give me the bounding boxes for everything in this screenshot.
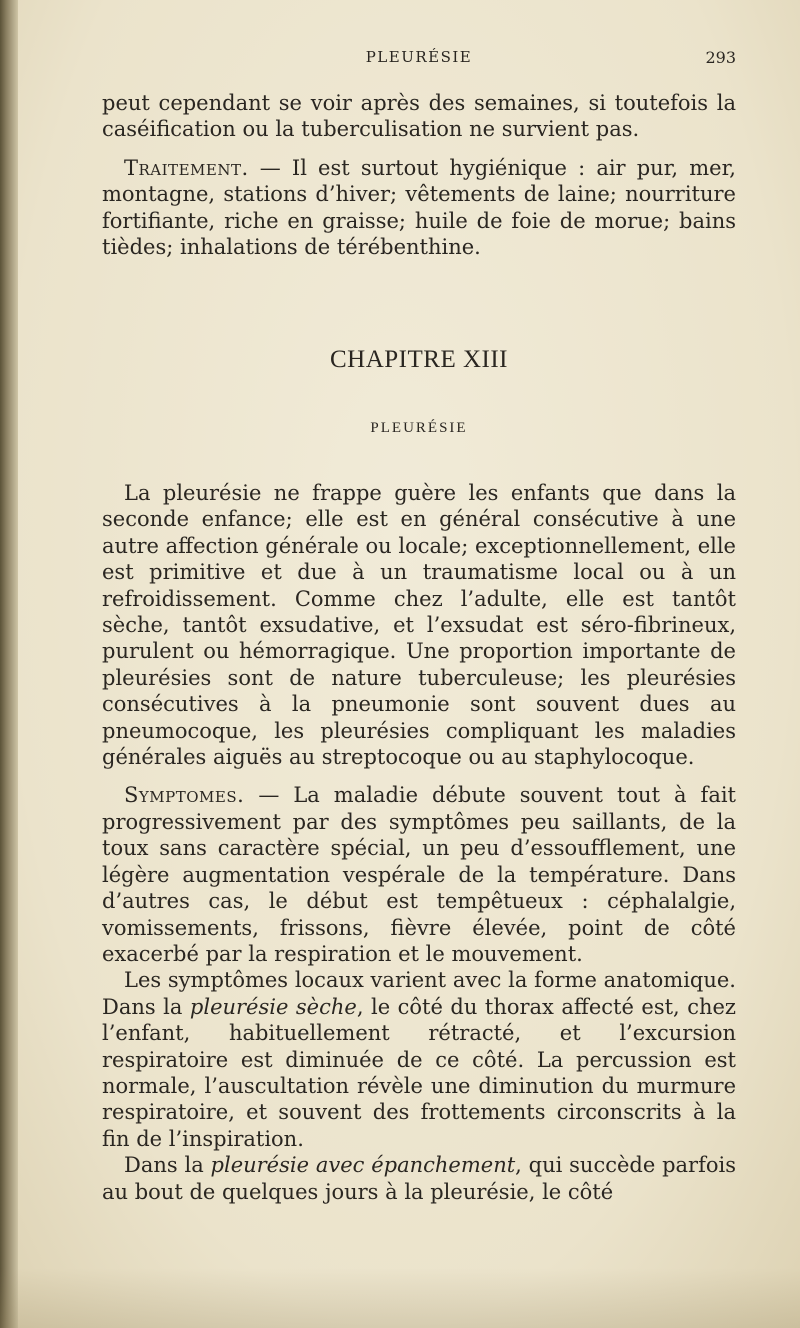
page-bottom-shade xyxy=(0,1268,800,1328)
paragraph-symptomes-locaux xyxy=(102,967,736,1152)
paragraph-epanchement xyxy=(102,1152,736,1205)
traitement-text: — Il est surtout hygiénique : air pur, mer, montagne, stations d’hiver; vêtements de laine; nourriture fortifiante, riche en graisse; huile de foie de morue; bains tièdes; inhalations de térébenthine. xyxy=(102,155,736,260)
page-header xyxy=(102,48,736,72)
chapter-title: CHAPITRE XIII xyxy=(329,346,508,373)
chapter-subtitle: PLEURÉSIE xyxy=(370,420,468,436)
epanch-text-a: Dans la xyxy=(124,1153,211,1178)
locaux-italic: pleurésie sèche xyxy=(189,994,357,1019)
paragraph-traitement xyxy=(102,155,736,261)
paragraph-continuation: peut cependant se voir après des semaines, si toutefois la caséification ou la tuberculisation ne survient pas. xyxy=(102,91,736,142)
text-block-main xyxy=(102,480,736,1205)
page-number: 293 xyxy=(705,48,736,67)
symptomes-label: Symptomes. xyxy=(124,783,245,808)
traitement-label: Traitement. xyxy=(124,155,249,180)
paragraph-intro: La pleurésie ne frappe guère les enfants que dans la seconde enfance; elle est en général consécutive à une autre affection générale ou locale; exceptionnellement, elle est primitive et due à un traumatisme local ou à un refroidissement. Comme chez l’adulte, elle est tantôt sèche, tantôt exsudative, et l’exsudat est séro-fibrineux, purulent ou hémorragique. Une proportion importante de pleurésies sont de nature tuberculeuse; les pleurésies consécutives à la pneumonie sont souvent dues au pneumocoque, les pleurésies compliquant les maladies générales aiguës au streptocoque ou au staphylocoque. xyxy=(102,481,736,770)
locaux-text-a: Les symptômes locaux varient avec la forme anatomique. Dans la xyxy=(102,968,736,1019)
book-binding-edge xyxy=(0,0,18,1328)
epanch-italic: pleurésie avec épanchement xyxy=(210,1153,516,1178)
symptomes-text: — La maladie débute souvent tout à fait progressivement par des symptômes peu saillants, de la toux sans caractère spécial, un peu d’essoufflement, une légère augmentation vespérale de la température. Dans d’autres cas, le début est tempêtueux : céphalalgie, vomissements, frissons, fièvre élevée, point de côté exacerbé par la respiration et le mouvement. xyxy=(102,783,736,966)
paragraph-symptomes xyxy=(102,782,736,967)
locaux-text-b: , le côté du thorax affecté est, chez l’enfant, habituellement rétracté, et l’excursion respiratoire est diminuée de ce côté. La percussion est normale, l’auscultation révèle une diminution du murmure respiratoire, et souvent des frottements circonscrits à la fin de l’inspiration. xyxy=(102,994,736,1151)
running-title: PLEURÉSIE xyxy=(365,48,473,66)
epanch-text-b: , qui succède parfois au bout de quelques jours à la pleurésie, le côté xyxy=(102,1153,737,1204)
text-block-top xyxy=(102,90,736,260)
